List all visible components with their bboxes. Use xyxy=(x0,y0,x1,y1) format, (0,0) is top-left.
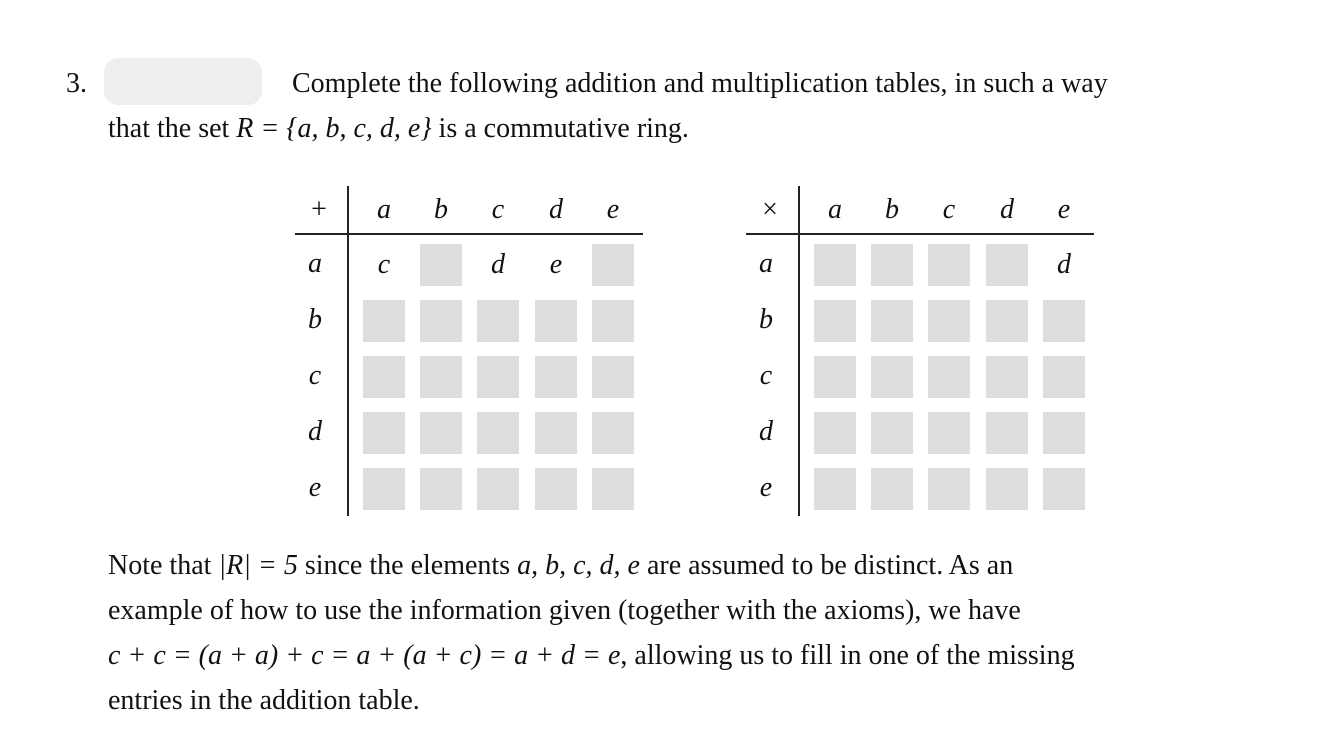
addition-blank-cell[interactable] xyxy=(477,468,519,510)
multiplication-header-4: e xyxy=(1057,194,1071,225)
multiplication-operator: × xyxy=(762,194,778,225)
multiplication-blank-cell[interactable] xyxy=(928,300,970,342)
addition-row-label-3: d xyxy=(308,416,322,447)
multiplication-vertical-rule xyxy=(798,186,800,516)
addition-blank-cell[interactable] xyxy=(592,244,634,286)
multiplication-blank-cell[interactable] xyxy=(986,300,1028,342)
multiplication-row-label-0: a xyxy=(759,248,773,279)
addition-row-label-4: e xyxy=(308,472,322,503)
note-line3 xyxy=(108,640,1075,672)
note-example-equation: c + c = (a + a) + c = a + (a + c) = a + d = e xyxy=(108,640,621,671)
addition-header-2: c xyxy=(491,194,505,225)
problem-intro-line1: Complete the following addition and multiplication tables, in such a way xyxy=(292,68,1108,99)
multiplication-blank-cell[interactable] xyxy=(871,356,913,398)
multiplication-blank-cell[interactable] xyxy=(814,412,856,454)
multiplication-blank-cell[interactable] xyxy=(1043,412,1085,454)
note-line2: example of how to use the information given (together with the axioms), we have xyxy=(108,595,1021,626)
note-line1-c: are assumed to be distinct. As an xyxy=(639,550,1014,581)
multiplication-cell-value: d xyxy=(1057,249,1071,280)
multiplication-blank-cell[interactable] xyxy=(928,468,970,510)
addition-header-3: d xyxy=(549,194,563,225)
multiplication-blank-cell[interactable] xyxy=(986,244,1028,286)
addition-blank-cell[interactable] xyxy=(363,468,405,510)
addition-header-4: e xyxy=(606,194,620,225)
intro-line2-pre: that the set xyxy=(108,113,237,144)
multiplication-header-3: d xyxy=(1000,194,1014,225)
note-line3-text: , allowing us to fill in one of the missing xyxy=(620,640,1075,671)
multiplication-table xyxy=(746,186,1096,516)
addition-operator: + xyxy=(311,194,327,225)
addition-cell-value: e xyxy=(549,249,563,280)
addition-cell-value: d xyxy=(491,249,505,280)
note-elements: a, b, c, d, e xyxy=(517,550,640,581)
addition-filled-cell xyxy=(477,244,519,286)
multiplication-blank-cell[interactable] xyxy=(928,412,970,454)
multiplication-blank-cell[interactable] xyxy=(928,356,970,398)
multiplication-row-label-3: d xyxy=(759,416,773,447)
multiplication-blank-cell[interactable] xyxy=(1043,356,1085,398)
multiplication-blank-cell[interactable] xyxy=(928,244,970,286)
multiplication-row-label-2: c xyxy=(759,360,773,391)
addition-blank-cell[interactable] xyxy=(420,356,462,398)
multiplication-header-2: c xyxy=(942,194,956,225)
multiplication-blank-cell[interactable] xyxy=(871,300,913,342)
addition-blank-cell[interactable] xyxy=(535,300,577,342)
addition-blank-cell[interactable] xyxy=(592,300,634,342)
multiplication-blank-cell[interactable] xyxy=(814,300,856,342)
addition-blank-cell[interactable] xyxy=(420,468,462,510)
multiplication-row-label-1: b xyxy=(759,304,773,335)
addition-filled-cell xyxy=(363,244,405,286)
multiplication-blank-cell[interactable] xyxy=(814,356,856,398)
problem-number: 3. xyxy=(66,68,87,99)
addition-row-label-0: a xyxy=(308,248,322,279)
addition-cell-value: c xyxy=(377,249,391,280)
multiplication-blank-cell[interactable] xyxy=(814,244,856,286)
multiplication-filled-cell xyxy=(1043,244,1085,286)
multiplication-blank-cell[interactable] xyxy=(986,468,1028,510)
addition-blank-cell[interactable] xyxy=(363,300,405,342)
redacted-points xyxy=(104,58,262,105)
note-cardinality: |R| = 5 xyxy=(218,550,298,581)
multiplication-header-0: a xyxy=(828,194,842,225)
addition-blank-cell[interactable] xyxy=(477,356,519,398)
addition-blank-cell[interactable] xyxy=(535,412,577,454)
multiplication-blank-cell[interactable] xyxy=(871,468,913,510)
multiplication-blank-cell[interactable] xyxy=(814,468,856,510)
multiplication-blank-cell[interactable] xyxy=(986,412,1028,454)
addition-blank-cell[interactable] xyxy=(420,300,462,342)
addition-blank-cell[interactable] xyxy=(420,244,462,286)
addition-header-0: a xyxy=(377,194,391,225)
multiplication-blank-cell[interactable] xyxy=(1043,468,1085,510)
multiplication-blank-cell[interactable] xyxy=(1043,300,1085,342)
problem-intro-line2 xyxy=(108,113,689,145)
multiplication-header-1: b xyxy=(885,194,899,225)
addition-table xyxy=(295,186,645,516)
set-definition: R = {a, b, c, d, e} xyxy=(236,113,432,144)
addition-blank-cell[interactable] xyxy=(535,356,577,398)
note-line1 xyxy=(108,550,1013,582)
multiplication-blank-cell[interactable] xyxy=(871,244,913,286)
note-line1-b: since the elements xyxy=(297,550,518,581)
addition-horizontal-rule xyxy=(295,233,643,235)
addition-blank-cell[interactable] xyxy=(363,356,405,398)
multiplication-row-label-4: e xyxy=(759,472,773,503)
addition-blank-cell[interactable] xyxy=(363,412,405,454)
multiplication-horizontal-rule xyxy=(746,233,1094,235)
addition-blank-cell[interactable] xyxy=(420,412,462,454)
multiplication-blank-cell[interactable] xyxy=(986,356,1028,398)
multiplication-blank-cell[interactable] xyxy=(871,412,913,454)
addition-blank-cell[interactable] xyxy=(592,356,634,398)
note-line4: entries in the addition table. xyxy=(108,685,420,716)
note-line1-a: Note that xyxy=(108,550,219,581)
addition-filled-cell xyxy=(535,244,577,286)
addition-blank-cell[interactable] xyxy=(592,412,634,454)
addition-row-label-1: b xyxy=(308,304,322,335)
addition-blank-cell[interactable] xyxy=(477,412,519,454)
addition-blank-cell[interactable] xyxy=(592,468,634,510)
addition-blank-cell[interactable] xyxy=(477,300,519,342)
intro-line2-post: is a commutative ring. xyxy=(431,113,689,144)
addition-header-1: b xyxy=(434,194,448,225)
addition-vertical-rule xyxy=(347,186,349,516)
addition-blank-cell[interactable] xyxy=(535,468,577,510)
addition-row-label-2: c xyxy=(308,360,322,391)
